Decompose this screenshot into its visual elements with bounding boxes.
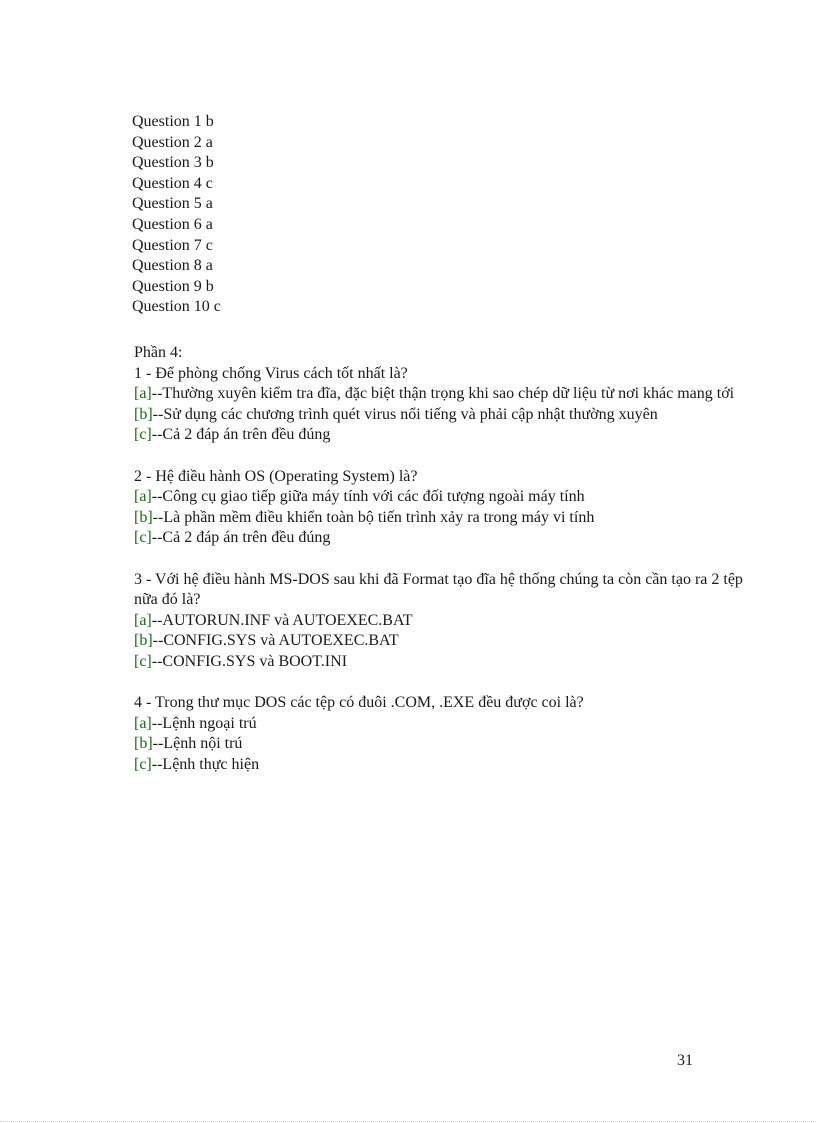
answer-key-item: Question 2 a bbox=[132, 133, 213, 151]
option-key: [a] bbox=[134, 488, 152, 506]
quiz-question bbox=[134, 364, 754, 446]
option-key: [c] bbox=[134, 426, 152, 444]
answer-option bbox=[134, 755, 754, 776]
question-title: 2 - Hệ điều hành OS (Operating System) là? bbox=[134, 467, 418, 485]
option-key: [c] bbox=[134, 652, 152, 670]
option-text: --Là phần mềm điều khiển toàn bộ tiến trình xảy ra trong máy vi tính bbox=[152, 508, 595, 526]
answer-option bbox=[134, 384, 754, 405]
option-text: --Thường xuyên kiểm tra đĩa, đặc biệt thận trọng khi sao chép dữ liệu từ nơi khác mang tới bbox=[151, 385, 735, 403]
option-key: [b] bbox=[134, 405, 153, 423]
option-key: [b] bbox=[134, 632, 153, 650]
option-key: [c] bbox=[134, 529, 152, 547]
answer-option bbox=[134, 405, 754, 426]
question-title: 3 - Với hệ điều hành MS-DOS sau khi đã Format tạo đĩa hệ thống chúng ta còn cần tạo ra 2 tệp nữa đó là? bbox=[134, 570, 743, 609]
answer-option bbox=[134, 734, 754, 755]
option-text: --CONFIG.SYS và AUTOEXEC.BAT bbox=[152, 632, 399, 650]
answer-option bbox=[134, 508, 754, 529]
page-number: 31 bbox=[677, 1052, 693, 1069]
quiz-section bbox=[134, 343, 754, 796]
option-text: --Sử dụng các chương trình quét virus nổi tiếng và phải cập nhật thường xuyên bbox=[152, 405, 658, 423]
page-bottom-divider bbox=[0, 1121, 816, 1122]
answer-key-item: Question 3 b bbox=[132, 154, 214, 172]
answer-key-item: Question 1 b bbox=[132, 113, 214, 130]
option-text: --CONFIG.SYS và BOOT.INI bbox=[151, 652, 348, 670]
answer-key-item: Question 8 a bbox=[132, 257, 213, 275]
option-key: [a] bbox=[134, 385, 152, 403]
answer-option bbox=[134, 611, 754, 632]
quiz-question bbox=[134, 693, 754, 775]
answer-option bbox=[134, 652, 754, 673]
option-text: --Cả 2 đáp án trên đều đúng bbox=[151, 426, 331, 444]
option-key: [c] bbox=[134, 755, 152, 773]
section-heading: Phần 4: bbox=[134, 344, 183, 361]
option-text: --Lệnh nội trú bbox=[152, 735, 243, 753]
answer-key-item: Question 4 c bbox=[132, 174, 213, 192]
answer-option bbox=[134, 487, 754, 508]
question-title: 4 - Trong thư mục DOS các tệp có đuôi .COM, .EXE đều được coi là? bbox=[134, 694, 584, 712]
option-key: [b] bbox=[134, 508, 153, 526]
answer-key-item: Question 10 c bbox=[132, 298, 221, 316]
option-key: [a] bbox=[134, 714, 152, 732]
answer-option bbox=[134, 631, 754, 652]
option-text: --Công cụ giao tiếp giữa máy tính với các đối tượng ngoài máy tính bbox=[151, 488, 585, 506]
answer-key-item: Question 9 b bbox=[132, 277, 214, 295]
option-text: --Cả 2 đáp án trên đều đúng bbox=[151, 529, 331, 547]
quiz-question bbox=[134, 570, 754, 673]
answer-key-list bbox=[132, 112, 221, 318]
option-text: --Lệnh ngoại trú bbox=[151, 714, 257, 732]
answer-key-item: Question 5 a bbox=[132, 195, 213, 213]
option-key: [b] bbox=[134, 735, 153, 753]
question-title: 1 - Để phòng chống Virus cách tốt nhất là? bbox=[134, 364, 408, 382]
quiz-question bbox=[134, 467, 754, 549]
answer-option bbox=[134, 714, 754, 735]
answer-key-item: Question 6 a bbox=[132, 215, 213, 233]
option-text: --AUTORUN.INF và AUTOEXEC.BAT bbox=[151, 611, 413, 629]
answer-key-item: Question 7 c bbox=[132, 236, 213, 254]
option-key: [a] bbox=[134, 611, 152, 629]
option-text: --Lệnh thực hiện bbox=[151, 755, 260, 773]
answer-option bbox=[134, 425, 754, 446]
answer-option bbox=[134, 528, 754, 549]
